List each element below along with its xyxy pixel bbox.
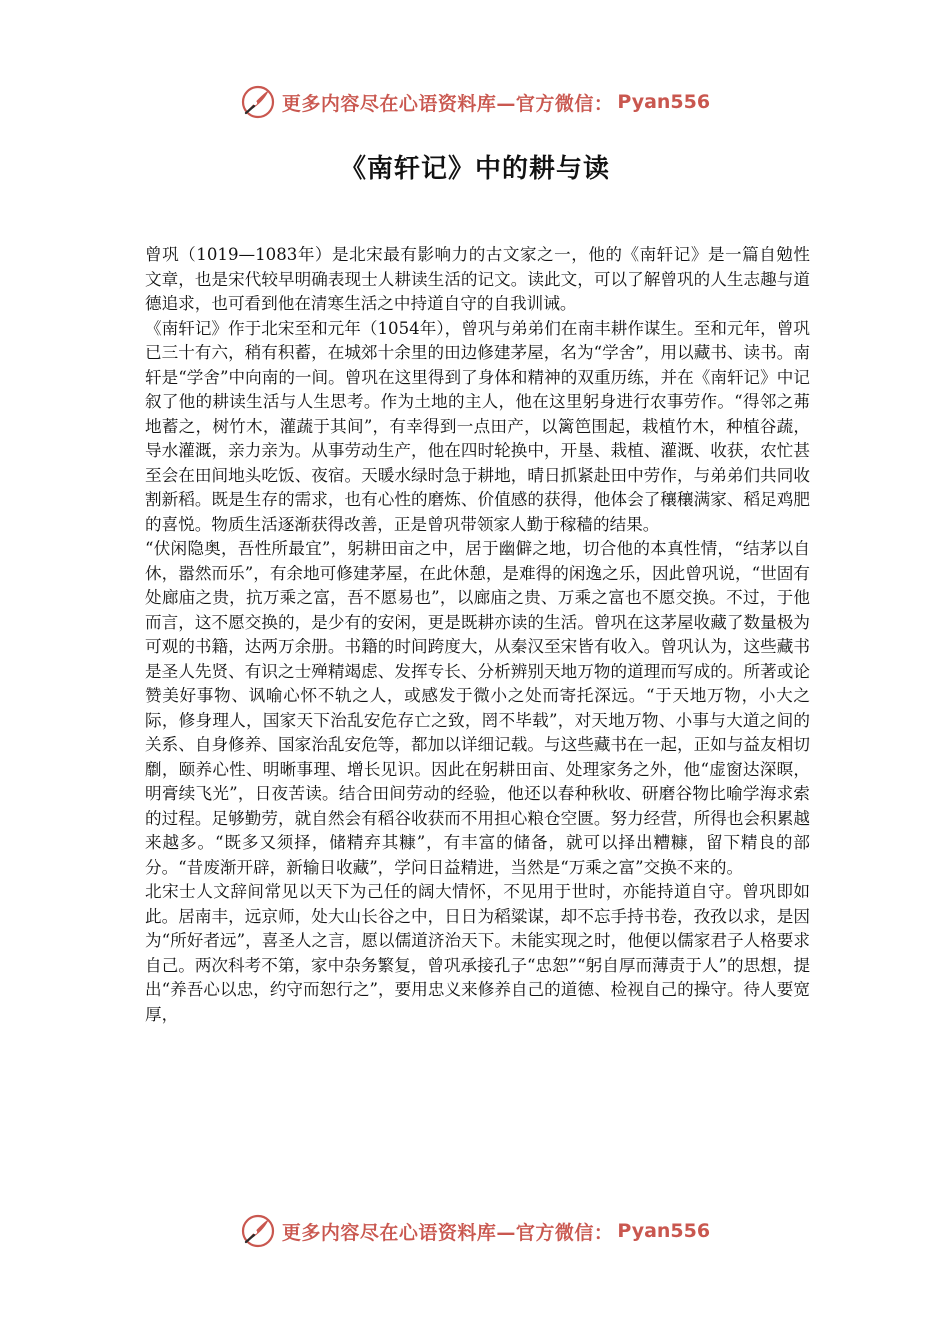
watermark-text: 更多内容尽在心语资料库—官方微信： xyxy=(281,92,614,115)
watermark-text: 更多内容尽在心语资料库—官方微信： xyxy=(281,1221,614,1244)
quill-pen-circle-icon xyxy=(240,84,276,120)
paragraph-3: “伏闲隐奥，吾性所最宜”，躬耕田亩之中，居于幽僻之地，切合他的本真性情，“结茅以自休，嚣然而乐”，有余地可修建茅屋，在此休憩，是难得的闲逸之乐，因此曾巩说，“世固有处廊庙之贵，抗万乘之富，吾不愿易也”，以廊庙之贵、万乘之富也不愿交换。不过，于他而言，这不愿交换的，是少有的安闲，更是既耕亦读的生活。曾巩在这茅屋收藏了数量极为可观的书籍，达两万余册。书籍的时间跨度大，从秦汉至宋皆有收入。曾巩认为，这些藏书是圣人先贤、有识之士殚精竭虑、发挥专长、分析辨别天地万物的道理而写成的。所著或论赞美好事物、讽喻心怀不轨之人，或感发于微小之处而寄托深远。“于天地万物，小大之际，修身理人，国家天下治乱安危存亡之致，罔不毕载”，对天地万物、小事与大道之间的关系、自身修养、国家治乱安危等，都加以详细记载。与这些藏书在一起，正如与益友相切劘，颐养心性、明晰事理、增长见识。因此在躬耕田亩、处理家务之外，他“虚窗达深暝，明膏续飞光”，日夜苦读。结合田间劳动的经验，他还以春种秋收、研磨谷物比喻学海求索的过程。足够勤劳，就自然会有稻谷收获而不用担心粮仓空匮。努力经营，所得也会积累越来越多。“既多又须择，储精弃其糠”，有丰富的储备，就可以择出糟糠，留下精良的部分。“昔废渐开辟，新输日收藏”，学问日益精进，当然是“万乘之富”交换不来的。 xyxy=(145,539,810,877)
wechat-id: Pyan556 xyxy=(617,1220,711,1242)
paragraph-4: 北宋士人文辞间常见以天下为己任的阔大情怀，不见用于世时，亦能持道自守。曾巩即如此。居南丰，远京师，处大山长谷之中，日日为稻粱谋，却不忘手持书卷，孜孜以求，是因为“所好者远”，喜圣人之言，愿以儒道济治天下。未能实现之时，他便以儒家君子人格要求自己。两次科考不第，家中杂务繁复，曾巩承接孔子“忠恕”“躬自厚而薄责于人”的思想，提出“养吾心以忠，约守而恕行之”，要用忠义来修养自己的道德、检视自己的操守。待人要宽厚， xyxy=(145,882,810,1024)
wechat-id: Pyan556 xyxy=(617,91,711,113)
article-body xyxy=(145,243,810,1027)
footer-watermark-banner xyxy=(0,1211,950,1251)
page-title: 《南轩记》中的耕与读 xyxy=(339,154,610,184)
header-watermark-banner xyxy=(0,82,950,122)
paragraph-1: 曾巩（1019—1083年）是北宋最有影响力的古文家之一，他的《南轩记》是一篇自勉性文章，也是宋代较早明确表现士人耕读生活的记文。读此文，可以了解曾巩的人生志趣与道德追求，也可看到他在清寒生活之中持道自守的自我训诫。 xyxy=(145,245,810,313)
quill-pen-circle-icon xyxy=(240,1213,276,1249)
paragraph-2: 《南轩记》作于北宋至和元年（1054年），曾巩与弟弟们在南丰耕作谋生。至和元年，曾巩已三十有六，稍有积蓄，在城郊十余里的田边修建茅屋，名为“学舍”，用以藏书、读书。南轩是“学舍”中向南的一间。曾巩在这里得到了身体和精神的双重历练，并在《南轩记》中记叙了他的耕读生活与人生思考。作为土地的主人，他在这里躬身进行农事劳作。“得邻之茀地蓄之，树竹木，灌蔬于其间”，有幸得到一点田产，以篱笆围起，栽植竹木，种植谷蔬，导水灌溉，亲力亲为。从事劳动生产，他在四时轮换中，开垦、栽植、灌溉、收获，农忙甚至会在田间地头吃饭、夜宿。天暖水绿时急于耕地，晴日抓紧赴田中劳作，与弟弟们共同收割新稻。既是生存的需求，也有心性的磨炼、价值感的获得，他体会了穰穰满家、稻足鸡肥的喜悦。物质生活逐渐获得改善，正是曾巩带领家人勤于稼穑的结果。 xyxy=(145,318,810,534)
